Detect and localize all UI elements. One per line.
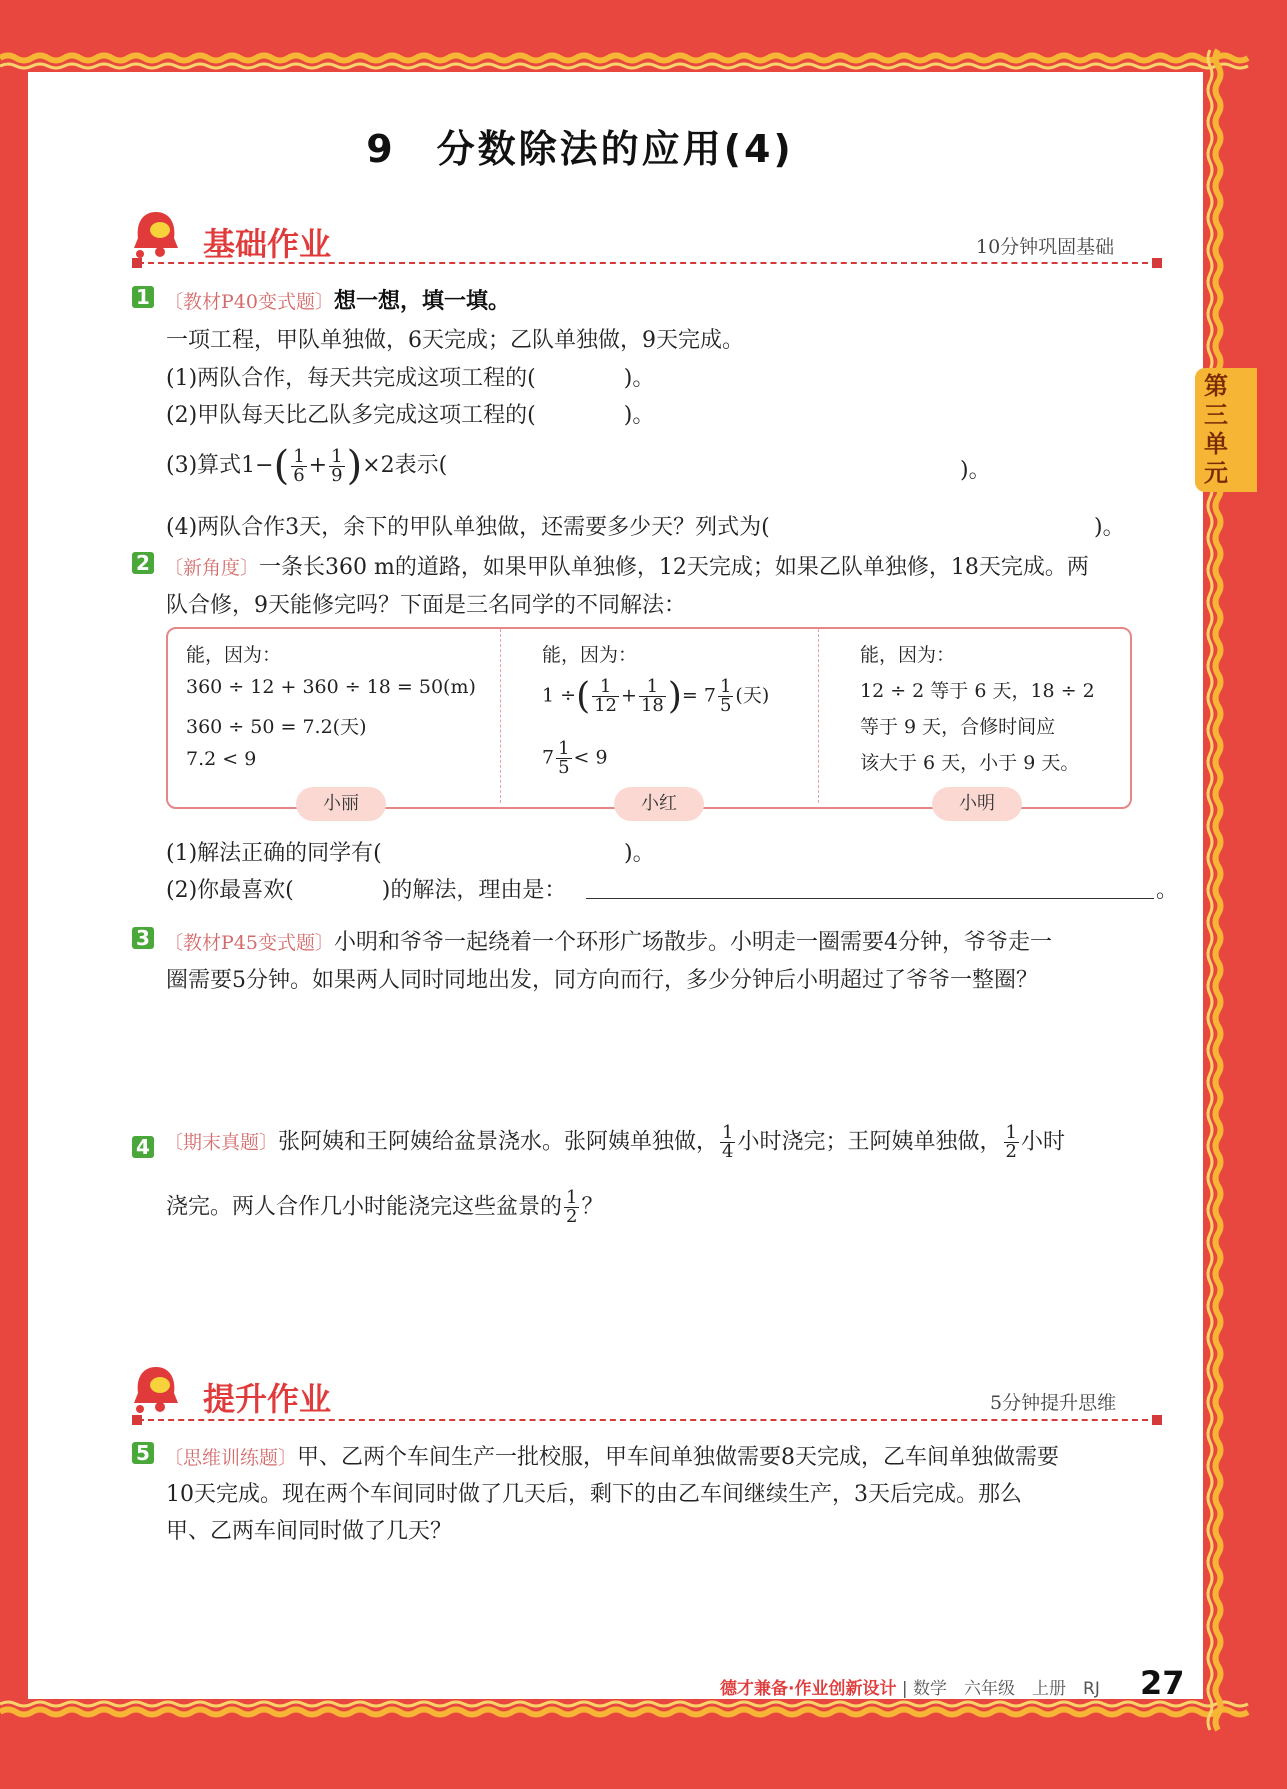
question-3-line-2: 圈需要5分钟。如果两人同时同地出发，同方向而行，多少分钟后小明超过了爷爷一整圈？ <box>166 968 1039 993</box>
solution-3-line-3: 该大于 6 天，小于 9 天。 <box>860 752 1080 774</box>
question-5-line-1 <box>164 1440 1059 1471</box>
fraction-one-quarter: $\frac{1}{4}$ <box>722 1122 734 1162</box>
fraction-one-sixth: $\frac{1}{6}$ <box>293 445 305 486</box>
question-text: 一条长360 m的道路，如果甲队单独修，12天完成；如果乙队单独修，18天完成。两 <box>259 555 1089 580</box>
bell-icon <box>130 1363 182 1413</box>
footer-brand: 德才兼备·作业创新设计 <box>720 1679 897 1699</box>
question-number: 1 <box>132 286 154 308</box>
section-title-advanced: 提升作业 <box>203 1380 332 1418</box>
question-5-line-3: 甲、乙两车间同时做了几天？ <box>166 1519 453 1544</box>
fraction-one-fifth: $\frac{1}{5}$ <box>558 738 570 778</box>
question-3-line-1 <box>164 925 1052 956</box>
question-2-sub-1: (1)解法正确的同学有( <box>166 841 382 866</box>
question-4-line-2: 浇完。两人合作几小时能浇完这些盆景的 $\frac{1}{2}$ ？ <box>166 1187 604 1227</box>
question-2-line-2: 队合修，9天能修完吗？下面是三名同学的不同解法： <box>166 593 686 618</box>
question-2-line-1 <box>164 550 1089 581</box>
question-number: 5 <box>132 1442 154 1464</box>
page-number: 27 <box>1140 1664 1185 1702</box>
question-1-part-4: (4)两队合作3天，余下的甲队单独做，还需要多少天？列式为( <box>166 515 770 540</box>
solution-1-line-2: 360 ÷ 50 = 7.2(天) <box>186 716 367 738</box>
student-name-badge: 小丽 <box>296 787 386 821</box>
question-5-line-2: 10天完成。现在两个车间同时做了几天后，剩下的由乙车间继续生产，3天后完成。那么 <box>166 1482 1022 1507</box>
bell-icon <box>130 208 182 258</box>
question-tag: 〔新角度〕 <box>164 557 260 579</box>
sentence-end: 。 <box>1156 878 1179 903</box>
divider-start-marker <box>132 258 142 268</box>
answer-close-bracket: )。 <box>960 458 991 483</box>
question-tag: 〔期末真题〕 <box>164 1131 279 1154</box>
fraction-one-half: $\frac{1}{2}$ <box>566 1187 578 1227</box>
question-tag: 〔思维训练题〕 <box>164 1447 298 1469</box>
expression-start: (3)算式1− <box>166 453 274 478</box>
fraction-one-twelfth: $\frac{1}{12}$ <box>594 676 618 716</box>
fraction-one-fifth: $\frac{1}{5}$ <box>719 676 732 716</box>
expression-end: ×2表示( <box>362 453 448 478</box>
question-4-line-1: 〔期末真题〕张阿姨和王阿姨给盆景浇水。张阿姨单独做， $\frac{1}{4}$ 小时浇完；王阿姨单独做， $\frac{1}{2}$ 小时 <box>164 1122 1065 1162</box>
solution-1-head: 能，因为： <box>186 644 282 666</box>
student-name-badge: 小明 <box>932 787 1022 821</box>
solution-2-line-1: 1 ÷( $\frac{1}{12}$ + $\frac{1}{18}$ )= 7 $\frac{1}{5}$ (天) <box>542 676 770 717</box>
section-time-advanced: 5分钟提升思维 <box>990 1392 1117 1414</box>
question-tag: 〔教材P40变式题〕 <box>164 291 334 313</box>
question-number: 2 <box>132 552 154 574</box>
answer-close-bracket: )。 <box>624 841 655 866</box>
solution-3-line-1: 12 ÷ 2 等于 6 天，18 ÷ 2 <box>860 680 1095 702</box>
section-title-basic: 基础作业 <box>203 225 332 263</box>
solution-2-head: 能，因为： <box>542 644 638 666</box>
question-number: 3 <box>132 927 154 949</box>
section-divider <box>138 262 1158 264</box>
footer-separator: | <box>901 1679 908 1699</box>
answer-line <box>586 898 1154 899</box>
question-prompt: 想一想，填一填。 <box>333 289 510 314</box>
solution-1-line-3: 7.2 < 9 <box>186 748 257 770</box>
fraction-one-eighteenth: $\frac{1}{18}$ <box>640 676 664 716</box>
column-divider <box>500 629 501 803</box>
unit-side-tab-label: 第三单元 <box>1204 372 1228 487</box>
solution-3-head: 能，因为： <box>860 644 956 666</box>
question-text: 小明和爷爷一起绕着一个环形广场散步。小明走一圈需要4分钟，爷爷走一 <box>333 930 1052 955</box>
question-1-part-1: (1)两队合作，每天共完成这项工程的( )。 <box>166 366 655 391</box>
solution-1-line-1: 360 ÷ 12 + 360 ÷ 18 = 50(m) <box>186 676 476 698</box>
question-2-sub-2: (2)你最喜欢( )的解法，理由是： <box>166 878 567 903</box>
section-time-basic: 10分钟巩固基础 <box>976 236 1115 258</box>
column-divider <box>818 629 819 803</box>
divider-start-marker <box>132 1415 142 1425</box>
divider-end-marker <box>1152 258 1162 268</box>
question-1-part-2: (2)甲队每天比乙队多完成这项工程的( )。 <box>166 403 655 428</box>
question-1-part-3: (3)算式1−( $\frac{1}{6}$ + $\frac{1}{9}$ )×2表示( <box>166 443 448 489</box>
question-number: 4 <box>132 1136 154 1158</box>
answer-close-bracket: )。 <box>1094 515 1125 540</box>
solution-2-line-2: 7 $\frac{1}{5}$ < 9 <box>542 738 608 778</box>
divider-end-marker <box>1152 1415 1162 1425</box>
fraction-one-ninth: $\frac{1}{9}$ <box>331 445 343 486</box>
question-text: 甲、乙两个车间生产一批校服，甲车间单独做需要8天完成，乙车间单独做需要 <box>297 1445 1060 1470</box>
page-title: 9 分数除法的应用(4) <box>366 127 794 171</box>
question-tag: 〔教材P45变式题〕 <box>164 932 334 954</box>
question-1-heading <box>164 284 510 315</box>
student-name-badge: 小红 <box>614 787 704 821</box>
footer-info <box>720 1674 1100 1699</box>
fraction-one-half: $\frac{1}{2}$ <box>1005 1122 1017 1162</box>
solution-3-line-2: 等于 9 天，合修时间应 <box>860 716 1056 738</box>
footer-course: 数学 六年级 上册 RJ <box>913 1679 1100 1699</box>
question-1-stem: 一项工程，甲队单独做，6天完成；乙队单独做，9天完成。 <box>166 328 744 353</box>
section-divider <box>138 1419 1158 1421</box>
